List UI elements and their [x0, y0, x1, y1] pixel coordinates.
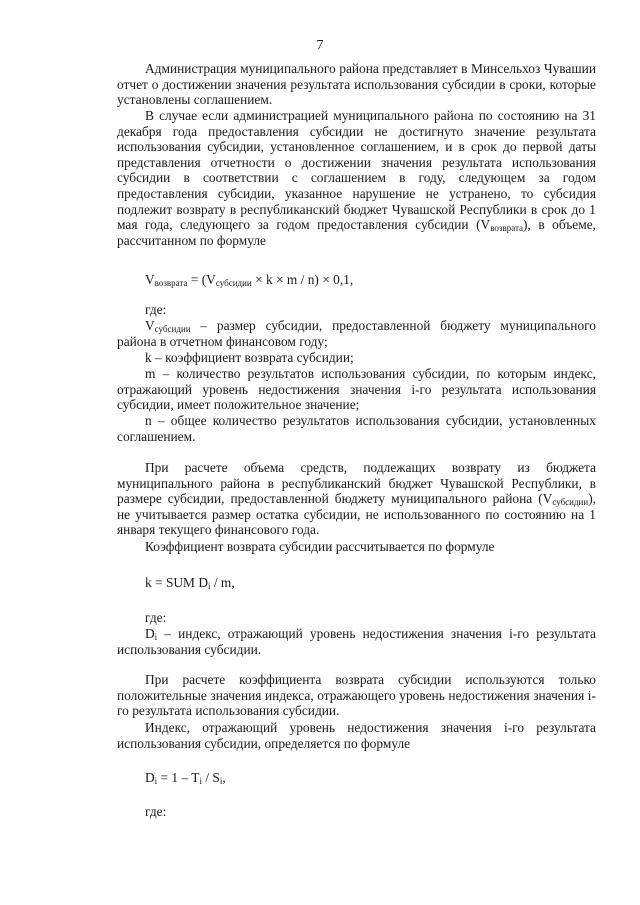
where-label: где: [145, 302, 167, 317]
paragraph-refund-condition: В случае если администрацией муниципального района по состоянию на 31 декабря года предоставления субсидии не достигнуто значение результата использования субсидии, установленное соглашением, и в срок до первой даты представления отчетности о достижении значения результата использования субсидии в соответствии с соглашением в году, следующем за годом предоставления субсидии, указанное нарушение не устранено, то субсидия подлежит возврату в республиканский бюджет Чувашской Республики в срок до 1 мая года, следующего за годом предоставления субсидии $(V_{возврата})$, в объеме, рассчитанном по формуле [117, 108, 596, 248]
where-label-2: где: [145, 610, 167, 625]
paragraph-refund-calculation: При расчете объема средств, подлежащих возврату из бюджета муниципального района в республиканский бюджет Чувашской Республики, в размере субсидии, предоставленной бюджету муниципального района $(V_{субсидии})$, не учитывается размер остатка субсидии, не использованного по состоянию на 1 января текущего финансового года. [117, 460, 596, 538]
paragraph-positive-values: При расчете коэффициента возврата субсидии используются только положительные значения индекса, отражающего уровень недостижения значения i-го результата использования субсидии. [117, 672, 596, 719]
definition-v-subsidy: $V_{субсидии}$ – размер субсидии, предоставленной бюджету муниципального района в отчетном финансовом году; [117, 318, 596, 349]
paragraph-index: Индекс, отражающий уровень недостижения значения i-го результата использования субсидии, определяется по формуле [117, 720, 596, 751]
where-label-3: где: [145, 804, 167, 819]
paragraph-report: Администрация муниципального района представляет в Минсельхоз Чувашии отчет о достижении значения результата использования субсидии в сроки, которые установлены соглашением. [117, 61, 596, 108]
definition-k: k – коэффициент возврата субсидии; [145, 350, 354, 365]
formula-coefficient: k = SUM $D_i$ / m, [145, 575, 235, 591]
definition-m: m – количество результатов использования субсидии, по которым индекс, отражающий уровень недостижения значения i-го результата использования субсидии, имеет положительное значение; [117, 366, 596, 413]
formula-refund-volume: $V_{возврата} = (V_{субсидии} \times k \times m / n) \times 0,1$, [145, 272, 354, 288]
page-number: 7 [316, 38, 324, 53]
definition-n: n – общее количество результатов использования субсидии, установленных соглашением. [117, 413, 596, 444]
paragraph-coefficient: Коэффициент возврата субсидии рассчитывается по формуле [145, 539, 495, 554]
formula-index: $D_i = 1 - T_i / S_i$, [145, 770, 226, 786]
definition-d: $D_i$ – индекс, отражающий уровень недостижения значения i-го результата использования субсидии. [117, 626, 596, 657]
